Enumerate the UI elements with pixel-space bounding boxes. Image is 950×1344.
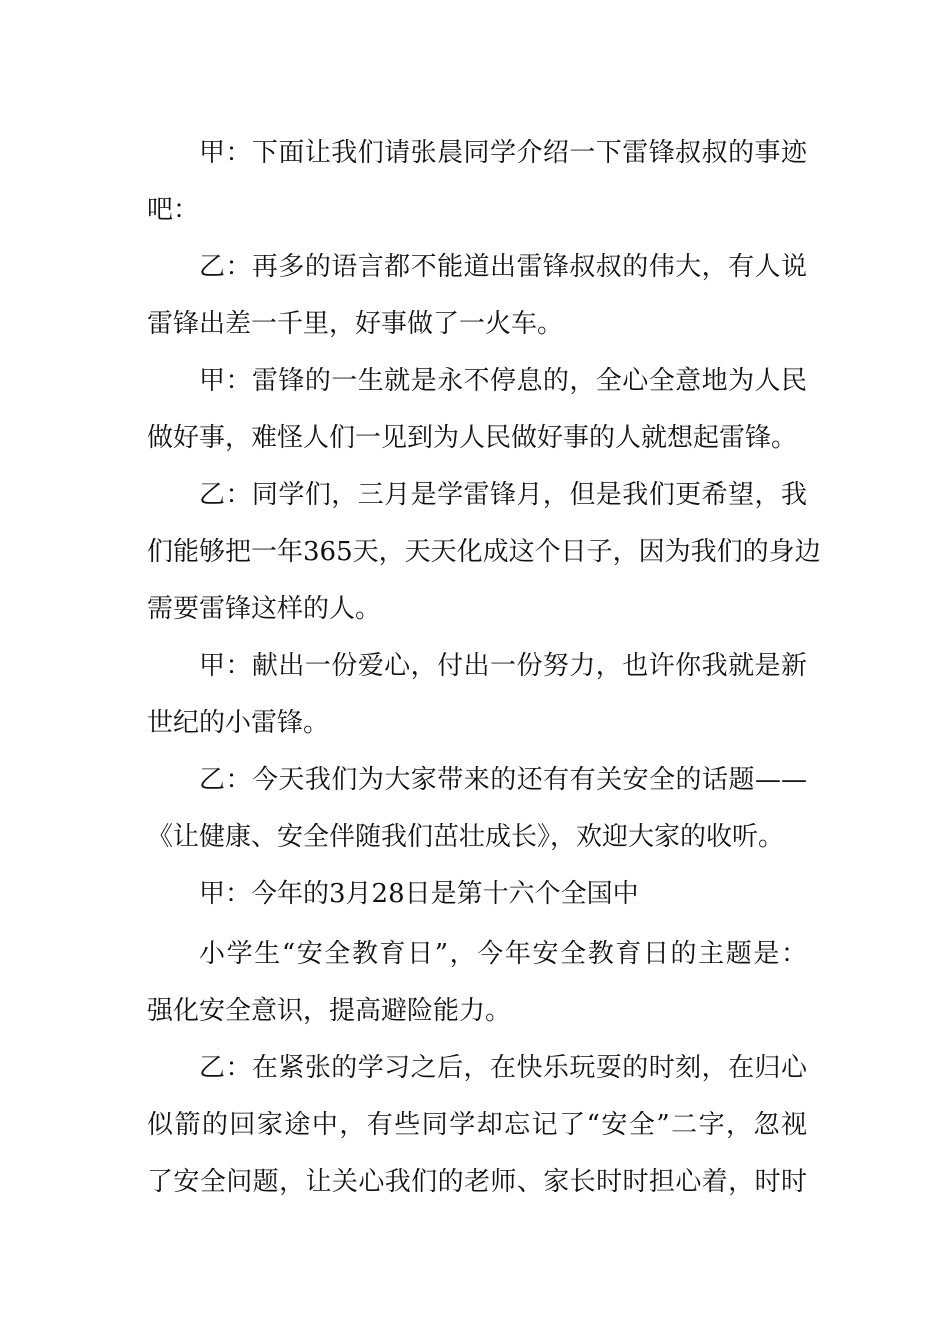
- paragraph-line-14: 甲：今年的3月28日是第十六个全国中: [199, 879, 639, 909]
- paragraph-line-12: 乙：今天我们为大家带来的还有有关安全的话题——: [199, 765, 807, 795]
- paragraph-line-19: 了安全问题，让关心我们的老师、家长时时担心着，时时: [147, 1167, 807, 1197]
- paragraph-line-18: 似箭的回家途中，有些同学却忘记了“安全”二字，忽视: [147, 1110, 807, 1140]
- paragraph-line-10: 甲：献出一份爱心，付出一份努力，也许你我就是新: [199, 651, 807, 681]
- paragraph-line-15: 小学生“安全教育日”，今年安全教育日的主题是：: [199, 939, 807, 969]
- paragraph-line-9: 需要雷锋这样的人。: [147, 594, 382, 624]
- paragraph-line-16: 强化安全意识，提高避险能力。: [147, 996, 512, 1026]
- paragraph-line-3: 乙：再多的语言都不能道出雷锋叔叔的伟大，有人说: [199, 252, 807, 282]
- paragraph-line-17: 乙：在紧张的学习之后，在快乐玩耍的时刻，在归心: [199, 1053, 807, 1083]
- paragraph-line-11: 世纪的小雷锋。: [147, 708, 330, 738]
- paragraph-line-5: 甲：雷锋的一生就是永不停息的，全心全意地为人民: [199, 366, 807, 396]
- paragraph-line-2: 吧：: [147, 195, 200, 225]
- paragraph-line-8: 们能够把一年365天，天天化成这个日子，因为我们的身边: [147, 537, 821, 567]
- paragraph-line-4: 雷锋出差一千里，好事做了一火车。: [147, 309, 564, 339]
- paragraph-line-13: 《让健康、安全伴随我们茁壮成长》，欢迎大家的收听。: [147, 822, 785, 852]
- paragraph-line-7: 乙：同学们，三月是学雷锋月，但是我们更希望，我: [199, 480, 807, 510]
- paragraph-line-1: 甲：下面让我们请张晨同学介绍一下雷锋叔叔的事迹: [199, 138, 807, 168]
- paragraph-line-6: 做好事，难怪人们一见到为人民做好事的人就想起雷锋。: [147, 423, 798, 453]
